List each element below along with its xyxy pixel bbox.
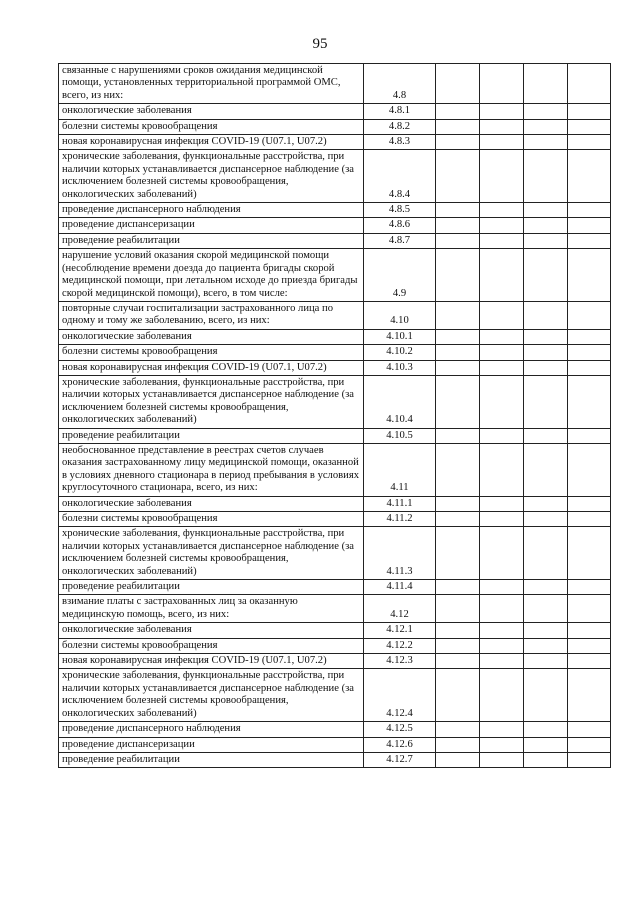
value-cell [436,722,480,737]
row-code: 4.11.3 [364,527,436,580]
value-cell [568,428,611,443]
value-cell [524,443,568,496]
table-row [59,623,611,638]
row-label: проведение диспансерного наблюдения [59,722,364,737]
row-label: необоснованное представление в реестрах счетов случаев оказания застрахованному лицу медицинской помощи, оказанной в условиях дневного стационара в период пребывания в условиях круглосуточного стационара, всего, из них: [59,443,364,496]
row-code: 4.8.3 [364,135,436,150]
value-cell [524,623,568,638]
value-cell [568,752,611,767]
row-label: проведение реабилитации [59,752,364,767]
value-cell [568,527,611,580]
value-cell [568,345,611,360]
value-cell [524,512,568,527]
value-cell [524,301,568,329]
value-cell [436,218,480,233]
value-cell [480,249,524,302]
value-cell [524,752,568,767]
value-cell [436,527,480,580]
row-code: 4.8.5 [364,203,436,218]
value-cell [480,496,524,511]
table-row [59,150,611,203]
table-row [59,638,611,653]
value-cell [568,580,611,595]
value-cell [480,233,524,248]
table-row [59,249,611,302]
value-cell [568,360,611,375]
value-cell [524,249,568,302]
value-cell [436,150,480,203]
table-row [59,722,611,737]
row-label: проведение реабилитации [59,580,364,595]
value-cell [436,119,480,134]
table-row [59,375,611,428]
value-cell [568,737,611,752]
row-code: 4.10.1 [364,329,436,344]
row-code: 4.8.4 [364,150,436,203]
value-cell [568,638,611,653]
row-code: 4.12.5 [364,722,436,737]
value-cell [568,119,611,134]
value-cell [436,233,480,248]
value-cell [524,527,568,580]
value-cell [524,64,568,104]
value-cell [568,443,611,496]
table-row [59,737,611,752]
value-cell [436,580,480,595]
report-table [58,63,611,768]
value-cell [568,135,611,150]
row-label: болезни системы кровообращения [59,512,364,527]
row-code: 4.12.3 [364,654,436,669]
table-row [59,233,611,248]
table-row [59,669,611,722]
row-code: 4.8.2 [364,119,436,134]
value-cell [524,737,568,752]
value-cell [436,375,480,428]
table-row [59,595,611,623]
row-code: 4.8.6 [364,218,436,233]
row-code: 4.10 [364,301,436,329]
table-row [59,752,611,767]
table-row [59,580,611,595]
value-cell [568,249,611,302]
value-cell [480,623,524,638]
table-row [59,329,611,344]
value-cell [568,669,611,722]
value-cell [524,580,568,595]
value-cell [436,595,480,623]
value-cell [436,203,480,218]
value-cell [436,249,480,302]
value-cell [480,443,524,496]
value-cell [480,203,524,218]
value-cell [480,669,524,722]
row-label: взимание платы с застрахованных лиц за оказанную медицинскую помощь, всего, из них: [59,595,364,623]
value-cell [480,104,524,119]
row-code: 4.11.2 [364,512,436,527]
value-cell [568,64,611,104]
row-code: 4.10.5 [364,428,436,443]
page-number: 95 [312,36,328,52]
value-cell [524,329,568,344]
row-label: повторные случаи госпитализации застрахованного лица по одному и тому же заболеванию, всего, из них: [59,301,364,329]
table-row [59,135,611,150]
value-cell [524,722,568,737]
value-cell [568,623,611,638]
value-cell [480,512,524,527]
value-cell [436,64,480,104]
value-cell [480,722,524,737]
row-code: 4.11.4 [364,580,436,595]
table-row [59,360,611,375]
value-cell [568,233,611,248]
value-cell [568,218,611,233]
value-cell [436,512,480,527]
row-label: нарушение условий оказания скорой медицинской помощи (несоблюдение времени доезда до пациента бригады скорой медицинской помощи, при летальном исходе до приезда бригады скорой медицинской помощи), всего, в том числе: [59,249,364,302]
row-code: 4.11 [364,443,436,496]
value-cell [568,203,611,218]
row-code: 4.9 [364,249,436,302]
value-cell [480,360,524,375]
report-table-body [59,64,611,768]
row-label: онкологические заболевания [59,104,364,119]
value-cell [524,496,568,511]
value-cell [568,595,611,623]
value-cell [436,443,480,496]
table-row [59,443,611,496]
value-cell [524,150,568,203]
value-cell [524,375,568,428]
value-cell [480,737,524,752]
row-code: 4.12 [364,595,436,623]
value-cell [436,638,480,653]
table-row [59,218,611,233]
value-cell [568,329,611,344]
value-cell [480,638,524,653]
row-label: онкологические заболевания [59,623,364,638]
row-code: 4.12.2 [364,638,436,653]
row-label: болезни системы кровообращения [59,638,364,653]
value-cell [480,64,524,104]
row-label: хронические заболевания, функциональные расстройства, при наличии которых устанавливается диспансерное наблюдение (за исключением болезней системы кровообращения, онкологических заболеваний) [59,375,364,428]
value-cell [480,595,524,623]
value-cell [436,428,480,443]
table-row [59,345,611,360]
table-row [59,527,611,580]
table-row [59,64,611,104]
value-cell [524,595,568,623]
row-label: онкологические заболевания [59,329,364,344]
value-cell [480,218,524,233]
value-cell [568,150,611,203]
value-cell [436,345,480,360]
value-cell [436,737,480,752]
row-label: проведение диспансеризации [59,218,364,233]
value-cell [480,345,524,360]
value-cell [568,375,611,428]
value-cell [480,375,524,428]
value-cell [568,301,611,329]
value-cell [436,360,480,375]
value-cell [480,329,524,344]
table-row [59,119,611,134]
value-cell [436,104,480,119]
row-label: проведение диспансерного наблюдения [59,203,364,218]
value-cell [436,752,480,767]
value-cell [524,428,568,443]
row-code: 4.10.2 [364,345,436,360]
value-cell [436,496,480,511]
value-cell [524,654,568,669]
value-cell [524,638,568,653]
value-cell [524,233,568,248]
table-row [59,654,611,669]
row-code: 4.10.4 [364,375,436,428]
value-cell [436,301,480,329]
value-cell [480,654,524,669]
table-row [59,301,611,329]
row-label: проведение диспансеризации [59,737,364,752]
value-cell [524,360,568,375]
value-cell [480,119,524,134]
row-label: хронические заболевания, функциональные расстройства, при наличии которых устанавливается диспансерное наблюдение (за исключением болезней системы кровообращения, онкологических заболеваний) [59,527,364,580]
row-code: 4.8 [364,64,436,104]
row-label: болезни системы кровообращения [59,119,364,134]
value-cell [480,428,524,443]
row-label: проведение реабилитации [59,428,364,443]
row-code: 4.11.1 [364,496,436,511]
row-code: 4.12.4 [364,669,436,722]
value-cell [436,669,480,722]
value-cell [524,203,568,218]
value-cell [568,654,611,669]
row-label: хронические заболевания, функциональные расстройства, при наличии которых устанавливается диспансерное наблюдение (за исключением болезней системы кровообращения, онкологических заболеваний) [59,669,364,722]
row-code: 4.10.3 [364,360,436,375]
value-cell [436,329,480,344]
value-cell [524,135,568,150]
value-cell [568,722,611,737]
row-label: новая коронавирусная инфекция COVID-19 (U07.1, U07.2) [59,135,364,150]
table-row [59,496,611,511]
value-cell [568,496,611,511]
table-row [59,428,611,443]
value-cell [524,104,568,119]
value-cell [524,119,568,134]
value-cell [568,512,611,527]
value-cell [436,135,480,150]
value-cell [480,752,524,767]
row-code: 4.12.6 [364,737,436,752]
row-label: связанные с нарушениями сроков ожидания медицинской помощи, установленных территориальной программой ОМС, всего, из них: [59,64,364,104]
row-code: 4.8.7 [364,233,436,248]
row-label: онкологические заболевания [59,496,364,511]
table-row [59,104,611,119]
value-cell [524,669,568,722]
row-label: проведение реабилитации [59,233,364,248]
row-label: болезни системы кровообращения [59,345,364,360]
value-cell [524,345,568,360]
value-cell [524,218,568,233]
value-cell [436,654,480,669]
table-row [59,512,611,527]
value-cell [480,135,524,150]
row-code: 4.12.1 [364,623,436,638]
row-label: хронические заболевания, функциональные расстройства, при наличии которых устанавливается диспансерное наблюдение (за исключением болезней системы кровообращения, онкологических заболеваний) [59,150,364,203]
value-cell [480,580,524,595]
row-label: новая коронавирусная инфекция COVID-19 (U07.1, U07.2) [59,654,364,669]
row-code: 4.8.1 [364,104,436,119]
value-cell [480,150,524,203]
value-cell [436,623,480,638]
value-cell [568,104,611,119]
value-cell [480,301,524,329]
row-code: 4.12.7 [364,752,436,767]
row-label: новая коронавирусная инфекция COVID-19 (U07.1, U07.2) [59,360,364,375]
value-cell [480,527,524,580]
table-row [59,203,611,218]
